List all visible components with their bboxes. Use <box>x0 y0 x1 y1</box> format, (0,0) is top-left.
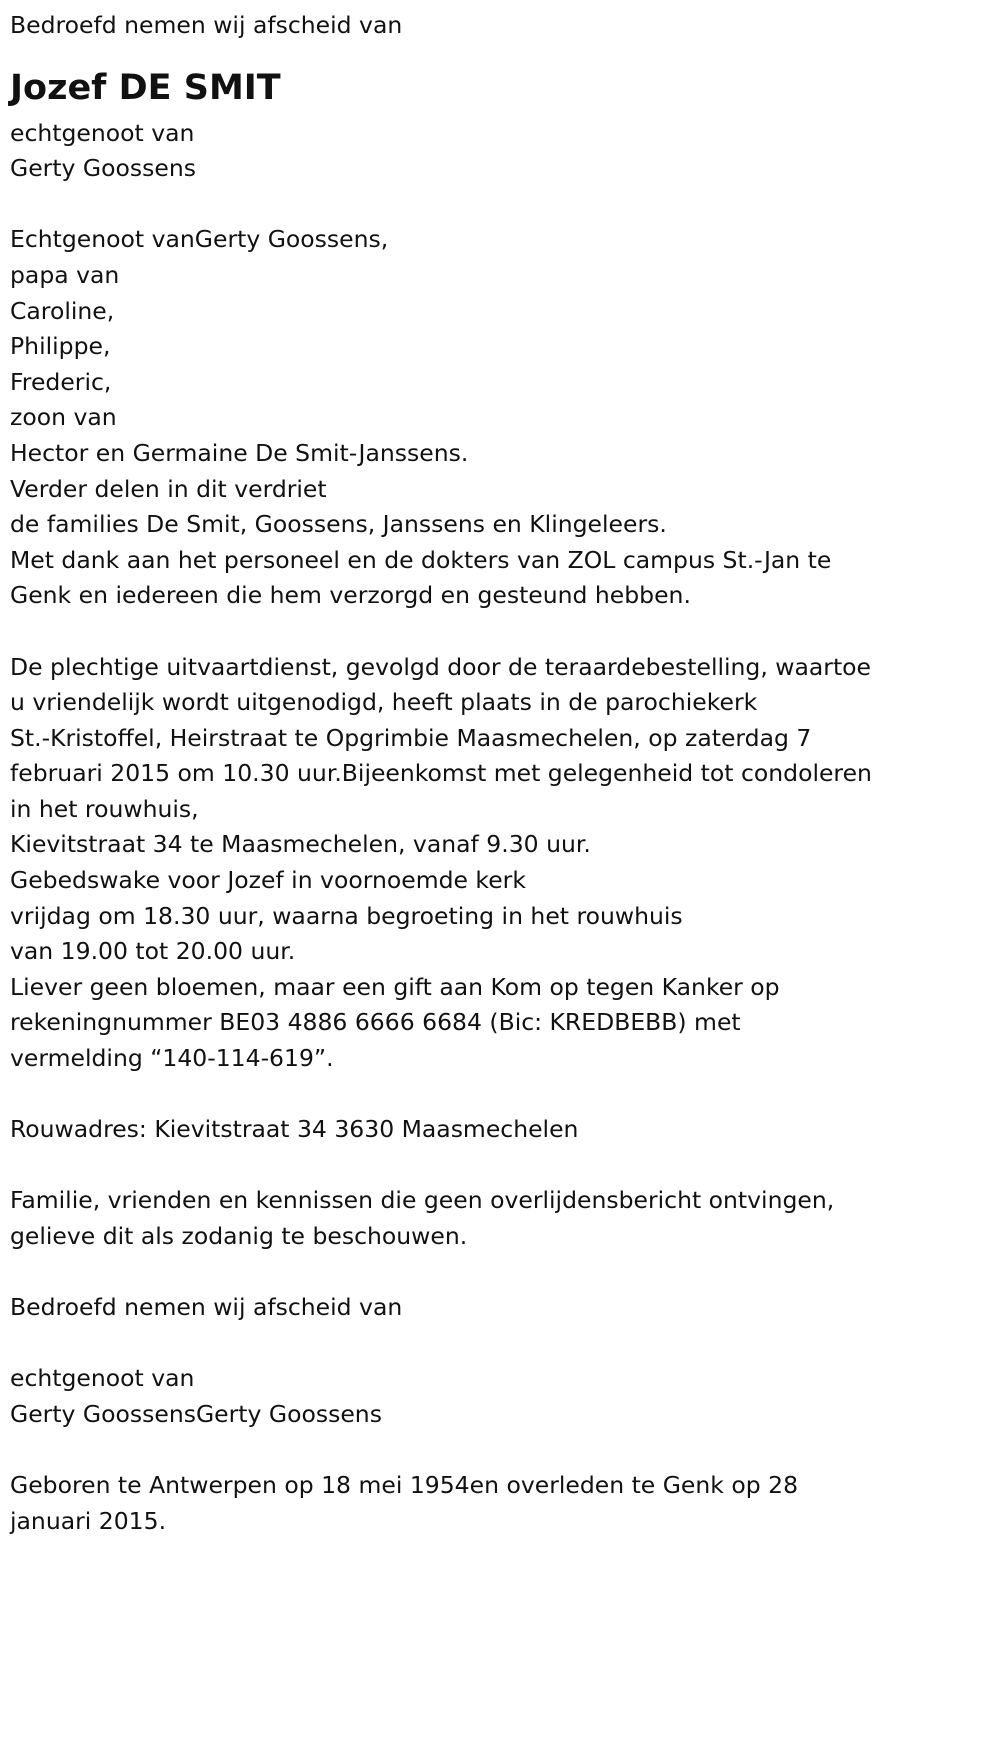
family-line: Hector en Germaine De Smit-Janssens. <box>10 438 469 467</box>
spacer <box>10 1433 990 1469</box>
ceremony-line: rekeningnummer BE03 4886 6666 6684 (Bic: KREDBEBB) met <box>10 1008 741 1037</box>
spacer <box>10 614 990 650</box>
ceremony-line: vrijdag om 18.30 uur, waarna begroeting in het rouwhuis <box>10 901 683 930</box>
intro-repeat-text: Bedroefd nemen wij afscheid van <box>10 1293 403 1322</box>
ceremony-section <box>10 650 990 1077</box>
ceremony-line: De plechtige uitvaartdienst, gevolgd door de teraardebestelling, waartoe <box>10 652 872 681</box>
ceremony-line: vermelding “140-114-619”. <box>10 1044 334 1073</box>
ceremony-line: in het rouwhuis, <box>10 794 199 823</box>
notice-line: Familie, vrienden en kennissen die geen overlijdensbericht ontvingen, <box>10 1186 835 1215</box>
spacer <box>10 1326 990 1362</box>
ceremony-line: van 19.00 tot 20.00 uur. <box>10 937 296 966</box>
family-line: Caroline, <box>10 296 115 325</box>
family-line: Frederic, <box>10 367 112 396</box>
family-line: Philippe, <box>10 332 111 361</box>
spouse-label-repeat: echtgenoot van <box>10 1364 195 1393</box>
spacer <box>10 1255 990 1291</box>
spouse-name-repeat: Gerty GoossensGerty Goossens <box>10 1399 382 1428</box>
spouse-name: Gerty Goossens <box>10 154 196 183</box>
intro-text: Bedroefd nemen wij afscheid van <box>10 11 403 39</box>
family-line: Verder delen in dit verdriet <box>10 474 327 503</box>
notice-section <box>10 1183 990 1254</box>
family-line: Genk en iedereen die hem verzorgd en gesteund hebben. <box>10 581 691 610</box>
ceremony-line: Gebedswake voor Jozef in voornoemde kerk <box>10 866 526 895</box>
ceremony-line: februari 2015 om 10.30 uur.Bijeenkomst met gelegenheid tot condoleren <box>10 759 872 788</box>
notice-line: gelieve dit als zodanig te beschouwen. <box>10 1222 468 1250</box>
ceremony-line: Kievitstraat 34 te Maasmechelen, vanaf 9.30 uur. <box>10 830 591 859</box>
ceremony-line: St.-Kristoffel, Heirstraat te Opgrimbie Maasmechelen, op zaterdag 7 <box>10 723 812 752</box>
spacer <box>10 187 990 223</box>
ceremony-line: Liever geen bloemen, maar een gift aan Kom op tegen Kanker op <box>10 972 780 1001</box>
birth-death-line: Geboren te Antwerpen op 18 mei 1954en overleden te Genk op 28 <box>10 1471 799 1500</box>
family-line: papa van <box>10 260 120 289</box>
deceased-name: Jozef DE SMIT <box>10 67 281 108</box>
family-line: de families De Smit, Goossens, Janssens en Klingeleers. <box>10 510 667 539</box>
spacer <box>10 1148 990 1184</box>
birth-death-line: januari 2015. <box>10 1506 167 1535</box>
family-line: zoon van <box>10 403 117 432</box>
family-section <box>10 222 990 614</box>
ceremony-line: u vriendelijk wordt uitgenodigd, heeft plaats in de parochiekerk <box>10 688 758 717</box>
mourning-address: Rouwadres: Kievitstraat 34 3630 Maasmechelen <box>10 1115 579 1144</box>
spouse-label: echtgenoot van <box>10 118 195 147</box>
birth-death-section <box>10 1468 990 1539</box>
spacer <box>10 1077 990 1113</box>
family-line: Echtgenoot vanGerty Goossens, <box>10 225 389 254</box>
family-line: Met dank aan het personeel en de dokters van ZOL campus St.-Jan te <box>10 545 832 574</box>
